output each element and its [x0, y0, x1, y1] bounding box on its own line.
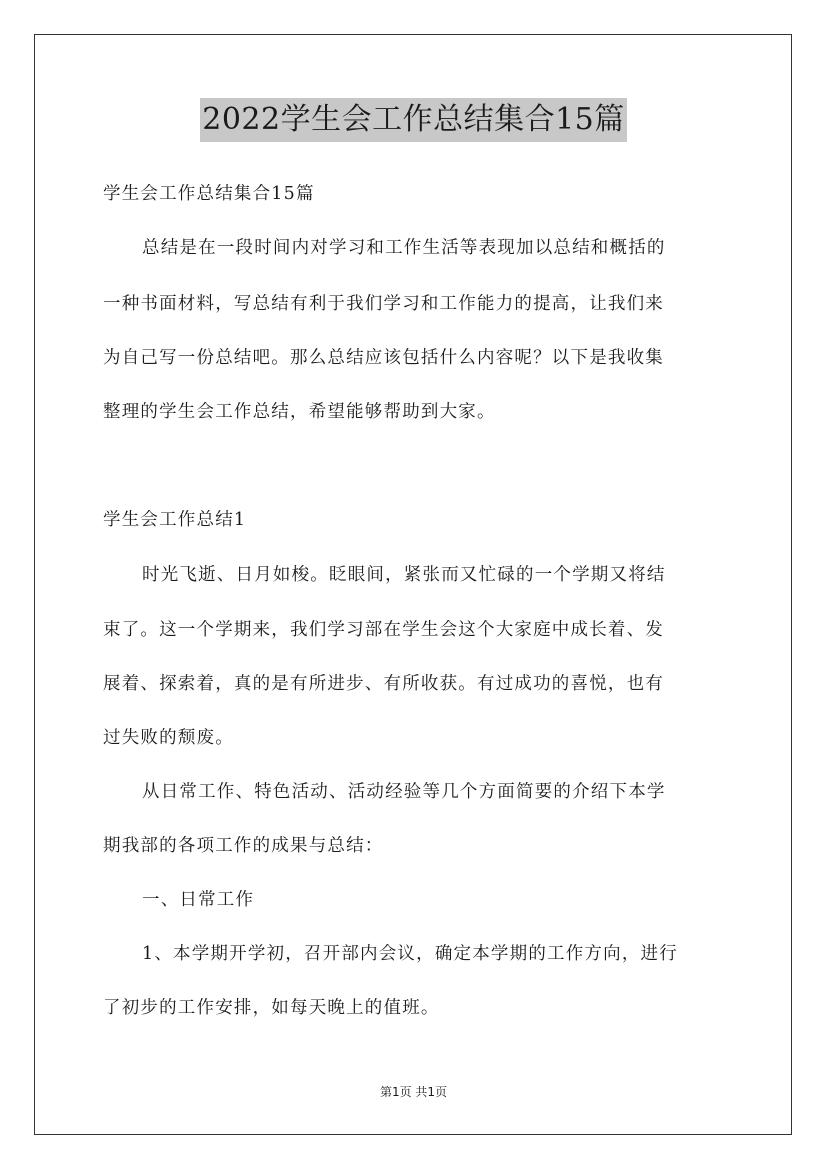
- intro-line-1: 总结是在一段时间内对学习和工作生活等表现加以总结和概括的: [142, 238, 666, 258]
- paragraph2-line-2: 期我部的各项工作的成果与总结：: [103, 836, 384, 856]
- section-heading: 学生会工作总结1: [103, 510, 247, 530]
- paragraph1-line-3: 展着、探索着，真的是有所进步、有所收获。有过成功的喜悦，也有: [103, 674, 664, 694]
- paragraph1-line-4: 过失败的颓废。: [103, 728, 234, 748]
- subtitle: 学生会工作总结集合15篇: [103, 184, 315, 204]
- subheading: 一、日常工作: [142, 890, 255, 910]
- paragraph2-line-1: 从日常工作、特色活动、活动经验等几个方面简要的介绍下本学: [142, 782, 666, 802]
- document-title: 2022学生会工作总结集合15篇: [200, 98, 627, 142]
- intro-line-4: 整理的学生会工作总结，希望能够帮助到大家。: [103, 402, 496, 422]
- page-number: 第1页 共1页: [379, 1085, 448, 1099]
- document-title-block: [0, 98, 827, 142]
- item1-line-1: 1、本学期开学初，召开部内会议，确定本学期的工作方向，进行: [142, 944, 678, 964]
- paragraph1-line-1: 时光飞逝、日月如梭。眨眼间，紧张而又忙碌的一个学期又将结: [142, 565, 666, 585]
- item1-line-2: 了初步的工作安排，如每天晚上的值班。: [103, 998, 440, 1018]
- intro-line-3: 为自己写一份总结吧。那么总结应该包括什么内容呢？以下是我收集: [103, 348, 664, 368]
- intro-line-2: 一种书面材料，写总结有利于我们学习和工作能力的提高，让我们来: [103, 294, 664, 314]
- paragraph1-line-2: 束了。这一个学期来，我们学习部在学生会这个大家庭中成长着、发: [103, 620, 664, 640]
